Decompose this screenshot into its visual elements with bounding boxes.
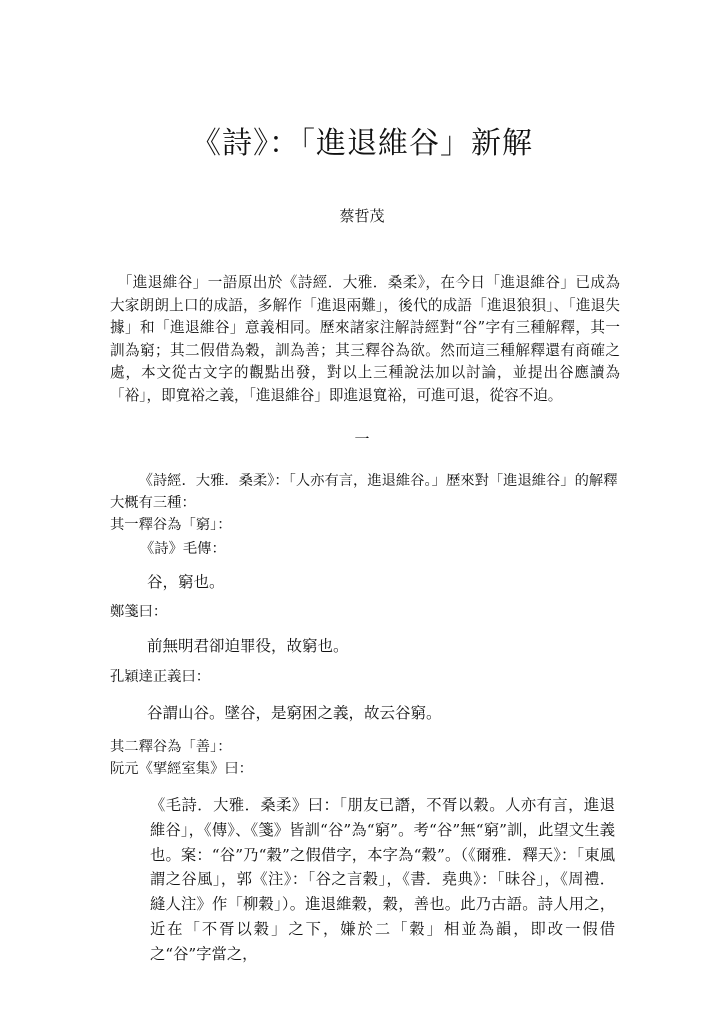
intro-paragraph: 《詩經．大雅．桑柔》：「人亦有言，進退維谷。」歷來對「進退維谷」的解釋大概有三種： (110, 473, 618, 511)
second-interpretation-label: 其二釋谷為「善」： (110, 739, 232, 755)
author-name: 蔡哲茂 (339, 207, 385, 225)
ruan-commentary-label: 阮元《揅經室集》曰： (110, 761, 253, 777)
abstract-paragraph: 「進退維谷」一語原出於《詩經．大雅．桑柔》，在今日「進退維谷」已成為大家朗朗上口的成語，多解作「進退兩難」，後代的成語「進退狼狽」、「進退失據」和「進退維谷」意義相同。歷來諸家注解詩經對“谷”字有三種解釋，其一訓為窮；其二假借為穀，訓為善；其三釋谷為欲。然而這三種解釋還有商確之處，本文從古文字的觀點出發，對以上三種說法加以討論，並提出谷應讀為「裕」，即寬裕之義，「進退維谷」即進退寬裕，可進可退，從容不迫。 (110, 274, 620, 404)
paper-title: 《詩》：「進退維谷」新解 (191, 126, 533, 161)
ruan-quote-block: 《毛詩．大雅．桑柔》曰：「朋友已譖，不胥以穀。人亦有言，進退維谷」，《傳》、《箋》皆訓“谷”為“窮”。考“谷”無“窮”訓，此望文生義也。案：“谷”乃“穀”之假借字，本字為“穀”。（《爾雅．釋天》：「東風謂之谷風」，郭《注》：「谷之言穀」，《書．堯典》：「昧谷」，《周禮．縫人注》作「柳穀」）。進退維穀，穀，善也。此乃古語。詩人用之，近在「不胥以穀」之下，嫌於二「穀」相並為韻，即改一假借之“谷”字當之， (150, 796, 615, 963)
kong-commentary-label: 孔穎達正義曰： (110, 669, 211, 685)
section-heading: 一 (354, 430, 370, 448)
zheng-quote: 前無明君卻迫罪役，故窮也。 (147, 637, 349, 655)
mao-quote: 谷，窮也。 (147, 573, 225, 591)
mao-commentary-label: 《詩》毛傳： (140, 541, 226, 557)
kong-quote: 谷謂山谷。墜谷，是窮困之義，故云谷窮。 (147, 704, 442, 722)
zheng-commentary-label: 鄭箋曰： (110, 604, 168, 620)
first-interpretation-label: 其一釋谷為「窮」： (110, 517, 232, 533)
